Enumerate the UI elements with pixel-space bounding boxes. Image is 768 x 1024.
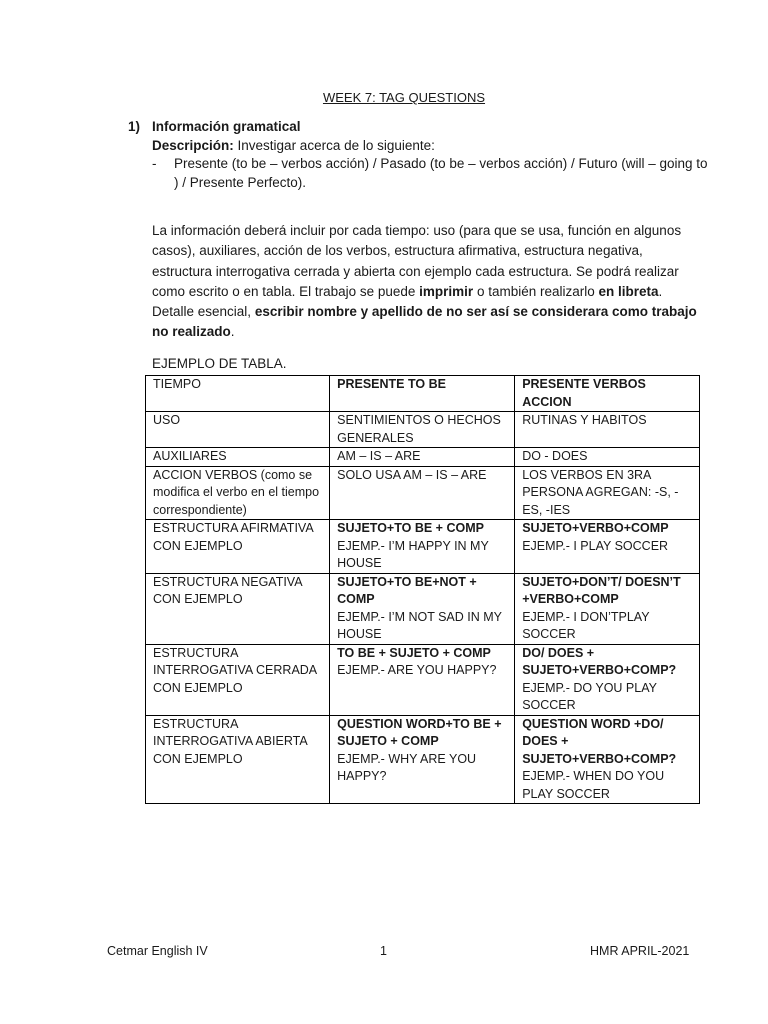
table-cell: DO - DOES [515, 448, 700, 467]
instructions-paragraph [152, 221, 702, 343]
footer-course: Cetmar English IV [107, 944, 208, 958]
table-header-row [146, 376, 700, 412]
structure-example: EJEMP.- I DON’TPLAY SOCCER [522, 609, 650, 641]
table-cell: ESTRUCTURA NEGATIVA CON EJEMPLO [146, 573, 330, 644]
paragraph-bold-imprimir: imprimir [419, 283, 474, 299]
bullet-dash: - [152, 156, 157, 171]
table-cell [515, 644, 700, 715]
section-title: Información gramatical [152, 119, 301, 134]
section-info [128, 118, 708, 192]
table-cell: ESTRUCTURA INTERROGATIVA ABIERTA CON EJEMPLO [146, 715, 330, 804]
table-cell: ESTRUCTURA INTERROGATIVA CERRADA CON EJEMPLO [146, 644, 330, 715]
paragraph-text: . [230, 324, 235, 340]
table-row [146, 644, 700, 715]
section-heading [128, 118, 708, 137]
structure-example: EJEMP.- DO YOU PLAY SOCCER [522, 680, 657, 712]
table-cell [330, 644, 515, 715]
table-cell: SOLO USA AM – IS – ARE [330, 466, 515, 520]
description-text: Investigar acerca de lo siguiente: [233, 137, 435, 153]
header-cell: TIEMPO [146, 376, 330, 412]
table-cell: ACCION VERBOS (como se modifica el verbo en el tiempo correspondiente) [146, 466, 330, 520]
footer-author-date: HMR APRIL-2021 [590, 944, 690, 958]
structure-example: EJEMP.- WHEN DO YOU PLAY SOCCER [522, 769, 665, 801]
description-label: Descripción: [152, 137, 234, 153]
table-row [146, 520, 700, 574]
structure-example: EJEMP.- ARE YOU HAPPY? [337, 663, 497, 677]
footer-page-number: 1 [380, 944, 387, 958]
table-cell: USO [146, 412, 330, 448]
bullet-item [152, 155, 708, 192]
paragraph-text: . Detalle esencial, [152, 283, 663, 320]
structure-example: EJEMP.- WHY ARE YOU HAPPY? [337, 751, 477, 783]
structure-formula: DO/ DOES + SUJETO+VERBO+COMP? [522, 645, 677, 677]
section-number: 1) [128, 119, 141, 134]
table-cell [515, 573, 700, 644]
table-row [146, 573, 700, 644]
table-row [146, 448, 700, 467]
table-cell: SENTIMIENTOS O HECHOS GENERALES [330, 412, 515, 448]
table-row [146, 715, 700, 804]
table-cell [330, 573, 515, 644]
table-cell: ESTRUCTURA AFIRMATIVA CON EJEMPLO [146, 520, 330, 574]
paragraph-text: o también realizarlo [473, 283, 599, 299]
header-cell: PRESENTE TO BE [330, 376, 515, 412]
table-cell [330, 715, 515, 804]
table-cell: AUXILIARES [146, 448, 330, 467]
structure-formula: QUESTION WORD+TO BE + SUJETO + COMP [337, 716, 502, 748]
table-cell [515, 520, 700, 574]
structure-formula: SUJETO+TO BE+NOT + COMP [337, 574, 477, 606]
grammar-table [145, 375, 700, 804]
paragraph-bold-nombre: escribir nombre y apellido de no ser así se considerara como trabajo no realizado [152, 304, 697, 340]
structure-example: EJEMP.- I PLAY SOCCER [522, 538, 669, 553]
description [152, 137, 708, 156]
structure-formula: SUJETO+VERBO+COMP [522, 521, 669, 535]
structure-formula: TO BE + SUJETO + COMP [337, 645, 491, 660]
table-cell: LOS VERBOS EN 3RA PERSONA AGREGAN: -S, - ES, -IES [515, 466, 700, 520]
table-cell [330, 520, 515, 574]
table-cell [515, 715, 700, 804]
structure-formula: SUJETO+DON’T/ DOESN’T +VERBO+COMP [522, 574, 681, 606]
table-row [146, 412, 700, 448]
structure-formula: SUJETO+TO BE + COMP [337, 521, 484, 535]
header-cell: PRESENTE VERBOS ACCION [515, 376, 700, 412]
bullet-text: Presente (to be – verbos acción) / Pasado (to be – verbos acción) / Futuro (will – going to ) / Presente Perfecto). [174, 156, 708, 190]
table-row [146, 466, 700, 520]
page-title: WEEK 7: TAG QUESTIONS [322, 90, 486, 105]
structure-formula: QUESTION WORD +DO/ DOES + SUJETO+VERBO+COMP? [522, 716, 677, 766]
table-cell: AM – IS – ARE [330, 448, 515, 467]
paragraph-text: La información deberá incluir por cada tiempo: uso (para que se usa, función en algunos casos), auxiliares, acción de los verbos, estructura afirmativa, estructura negativa, estructura interrogativa cerrada y abierta con ejemplo cada estructura. Se podrá realizar como escrito o en tabla. El trabajo se puede [152, 223, 682, 299]
table-caption: EJEMPLO DE TABLA. [152, 356, 287, 371]
structure-example: EJEMP.- I’M HAPPY IN MY HOUSE [337, 538, 489, 570]
structure-example: EJEMP.- I’M NOT SAD IN MY HOUSE [337, 609, 502, 641]
table-cell: RUTINAS Y HABITOS [515, 412, 700, 448]
paragraph-bold-libreta: en libreta [598, 283, 659, 299]
